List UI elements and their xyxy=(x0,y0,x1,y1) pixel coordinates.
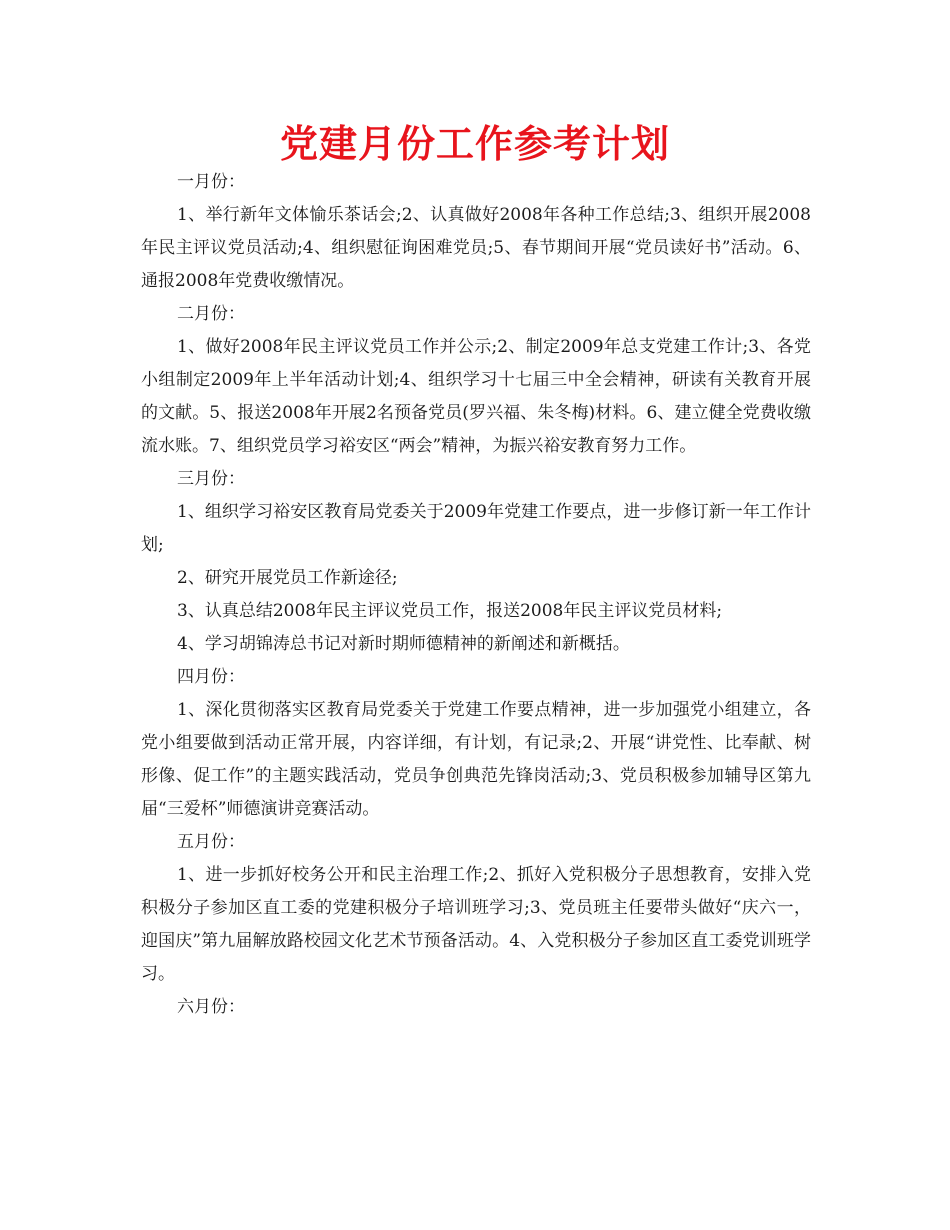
section-heading: 五月份： xyxy=(177,832,245,852)
section-heading: 一月份： xyxy=(177,172,245,192)
section-heading: 四月份： xyxy=(177,667,245,687)
section-heading: 二月份： xyxy=(177,304,245,324)
section-heading: 六月份： xyxy=(177,997,245,1017)
section-paragraph: 4、学习胡锦涛总书记对新时期师德精神的新阐述和新概括。 xyxy=(177,634,630,654)
document-title: 党建月份工作参考计划 xyxy=(279,122,670,166)
section-paragraph: 3、认真总结2008年民主评议党员工作，报送2008年民主评议党员材料; xyxy=(177,601,723,621)
section-heading: 三月份： xyxy=(177,469,245,489)
section-paragraph: 1、深化贯彻落实区教育局党委关于党建工作要点精神，进一步加强党小组建立，各党小组要做到活动正常开展，内容详细，有计划，有记录;2、开展“讲党性、比奉献、树形像、促工作”的主题实践活动，党员争创典范先锋岗活动;3、党员积极参加辅导区第九届“三爱杯”师德演讲竞赛活动。 xyxy=(141,700,811,819)
document-body xyxy=(141,166,811,1024)
section-paragraph: 1、做好2008年民主评议党员工作并公示;2、制定2009年总支党建工作计;3、各党小组制定2009年上半年活动计划;4、组织学习十七届三中全会精神，研读有关教育开展的文献。5、报送2008年开展2名预备党员(罗兴福、朱冬梅)材料。6、建立健全党费收缴流水账。7、组织党员学习裕安区“两会”精神，为振兴裕安教育努力工作。 xyxy=(141,337,811,456)
section-paragraph: 1、组织学习裕安区教育局党委关于2009年党建工作要点，进一步修订新一年工作计划; xyxy=(141,502,811,555)
section-paragraph: 1、举行新年文体愉乐茶话会;2、认真做好2008年各种工作总结;3、组织开展2008年民主评议党员活动;4、组织慰征询困难党员;5、春节期间开展“党员读好书”活动。6、通报2008年党费收缴情况。 xyxy=(141,205,811,291)
section-paragraph: 2、研究开展党员工作新途径; xyxy=(177,568,398,588)
section-paragraph: 1、进一步抓好校务公开和民主治理工作;2、抓好入党积极分子思想教育，安排入党积极分子参加区直工委的党建积极分子培训班学习;3、党员班主任要带头做好“庆六一，迎国庆”第九届解放路校园文化艺术节预备活动。4、入党积极分子参加区直工委党训班学习。 xyxy=(141,865,811,984)
